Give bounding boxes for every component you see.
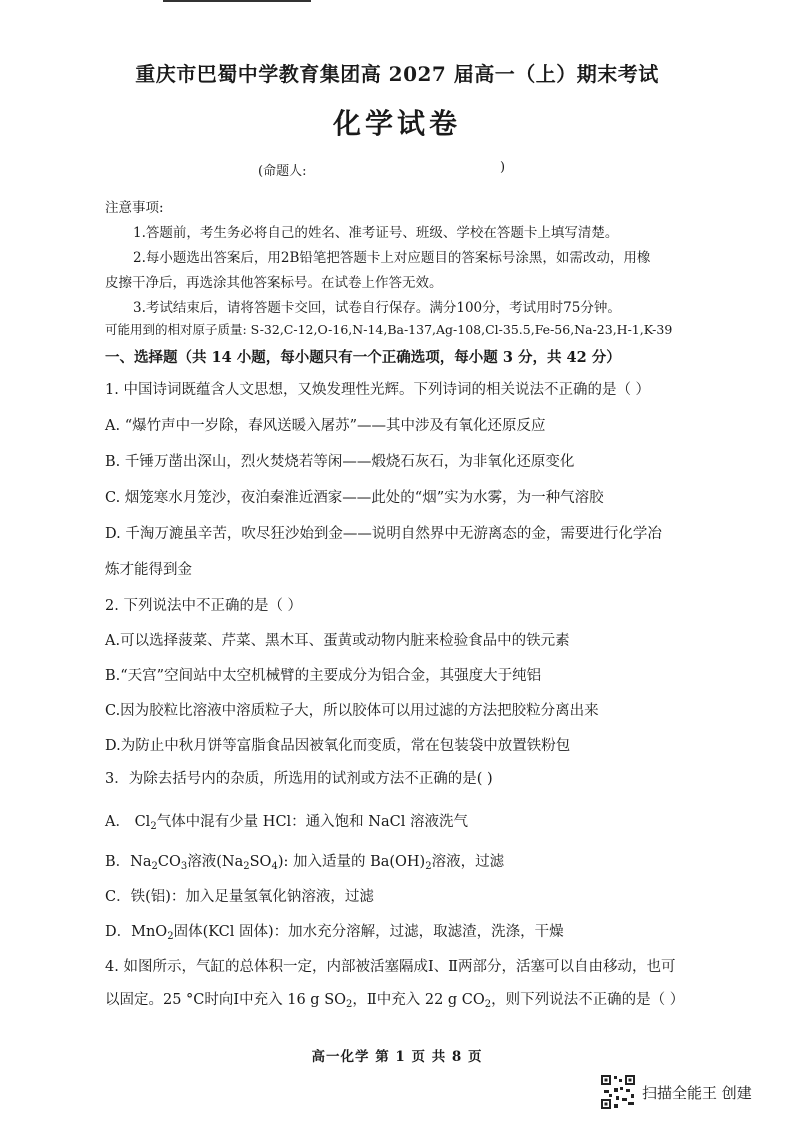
question-1-option-a: A. “爆竹声中一岁除，春风送暖入屠苏”——其中涉及有氧化还原反应 xyxy=(105,418,546,434)
atomic-masses: 可能用到的相对原子质量: S-32,C-12,O-16,N-14,Ba-137,Ag-108,Cl-35.5,Fe-56,Na-23,H-1,K-39 xyxy=(105,322,673,337)
question-3-option-d: D．MnO$_2$固体(KCl 固体)：加水充分溶解，过滤，取滤渣，洗涤，干燥 xyxy=(105,924,564,942)
exam-title: 重庆市巴蜀中学教育集团高 2027 届高一（上）期末考试 xyxy=(135,62,659,86)
question-1-option-d-line2: 炼才能得到金 xyxy=(105,562,192,578)
note-item-1: 1.答题前，考生务必将自己的姓名、准考证号、班级、学校在答题卡上填写清楚。 xyxy=(133,225,619,241)
question-2-stem: 2. 下列说法中不正确的是（ ） xyxy=(105,598,303,614)
question-2-option-a: A.可以选择菠菜、芹菜、黑木耳、蛋黄或动物内脏来检验食品中的铁元素 xyxy=(105,633,570,649)
question-1-stem: 1. 中国诗词既蕴含人文思想，又焕发理性光辉。下列诗词的相关说法不正确的是（ ） xyxy=(105,382,651,398)
question-2-option-d: D.为防止中秋月饼等富脂食品因被氧化而变质，常在包装袋中放置铁粉包 xyxy=(105,738,571,754)
question-3-stem: 3．为除去括号内的杂质，所选用的试剂或方法不正确的是( ) xyxy=(105,771,493,787)
question-3-option-c: C．铁(铝)：加入足量氢氧化钠溶液，过滤 xyxy=(105,889,374,905)
note-item-2-line1: 2.每小题选出答案后，用2B铅笔把答题卡上对应题目的答案标号涂黑，如需改动，用橡 xyxy=(133,250,651,266)
question-2-option-c: C.因为胶粒比溶液中溶质粒子大，所以胶体可以用过滤的方法把胶粒分离出来 xyxy=(105,703,599,719)
author-close-paren: ) xyxy=(500,160,506,175)
question-4-line1: 4. 如图所示，气缸的总体积一定，内部被活塞隔成Ⅰ、Ⅱ两部分，活塞可以自由移动，也可 xyxy=(105,959,676,975)
scan-top-edge xyxy=(163,0,311,2)
page-footer: 高一化学 第 1 页 共 8 页 xyxy=(311,1049,483,1065)
question-2-option-b: B.“天宫”空间站中太空机械臂的主要成分为铝合金，其强度大于纯铝 xyxy=(105,668,542,684)
question-1-option-c: C. 烟笼寒水月笼沙，夜泊秦淮近酒家——此处的“烟”实为水雾，为一种气溶胶 xyxy=(105,490,604,506)
scanner-watermark: 扫描全能王 创建 xyxy=(642,1084,752,1102)
question-4-line2: 以固定。25 °C时向Ⅰ中充入 16 g $SO_2$，Ⅱ中充入 22 g $CO_2$，则下列说法不正确的是（ ） xyxy=(105,992,685,1010)
question-1-option-d-line1: D. 千淘万漉虽辛苦，吹尽狂沙始到金——说明自然界中无游离态的金，需要进行化学冶 xyxy=(105,526,662,542)
paper-subject-title: 化学试卷 xyxy=(332,107,461,140)
qr-code-icon xyxy=(600,1074,636,1110)
question-3-option-a: A． $Cl_2$气体中混有少量 HCl：通入饱和 NaCl 溶液洗气 xyxy=(105,814,468,832)
note-item-3: 3.考试结束后，请将答题卡交回，试卷自行保存。满分100分，考试用时75分钟。 xyxy=(133,300,621,316)
notes-heading: 注意事项: xyxy=(105,200,164,216)
note-item-2-line2: 皮擦干净后，再选涂其他答案标号。在试卷上作答无效。 xyxy=(105,275,443,291)
section-heading: 一、选择题（共 14 小题，每小题只有一个正确选项，每小题 3 分，共 42 分） xyxy=(105,349,621,366)
question-1-option-b: B. 千锤万凿出深山，烈火焚烧若等闲——煅烧石灰石，为非氧化还原变化 xyxy=(105,454,575,470)
question-3-option-b: B．$Na_2CO_3$溶液$(Na_2SO_4)$: 加入适量的 $Ba(OH)_2$溶液，过滤 xyxy=(105,854,505,872)
author-label: (命题人: xyxy=(258,164,307,179)
